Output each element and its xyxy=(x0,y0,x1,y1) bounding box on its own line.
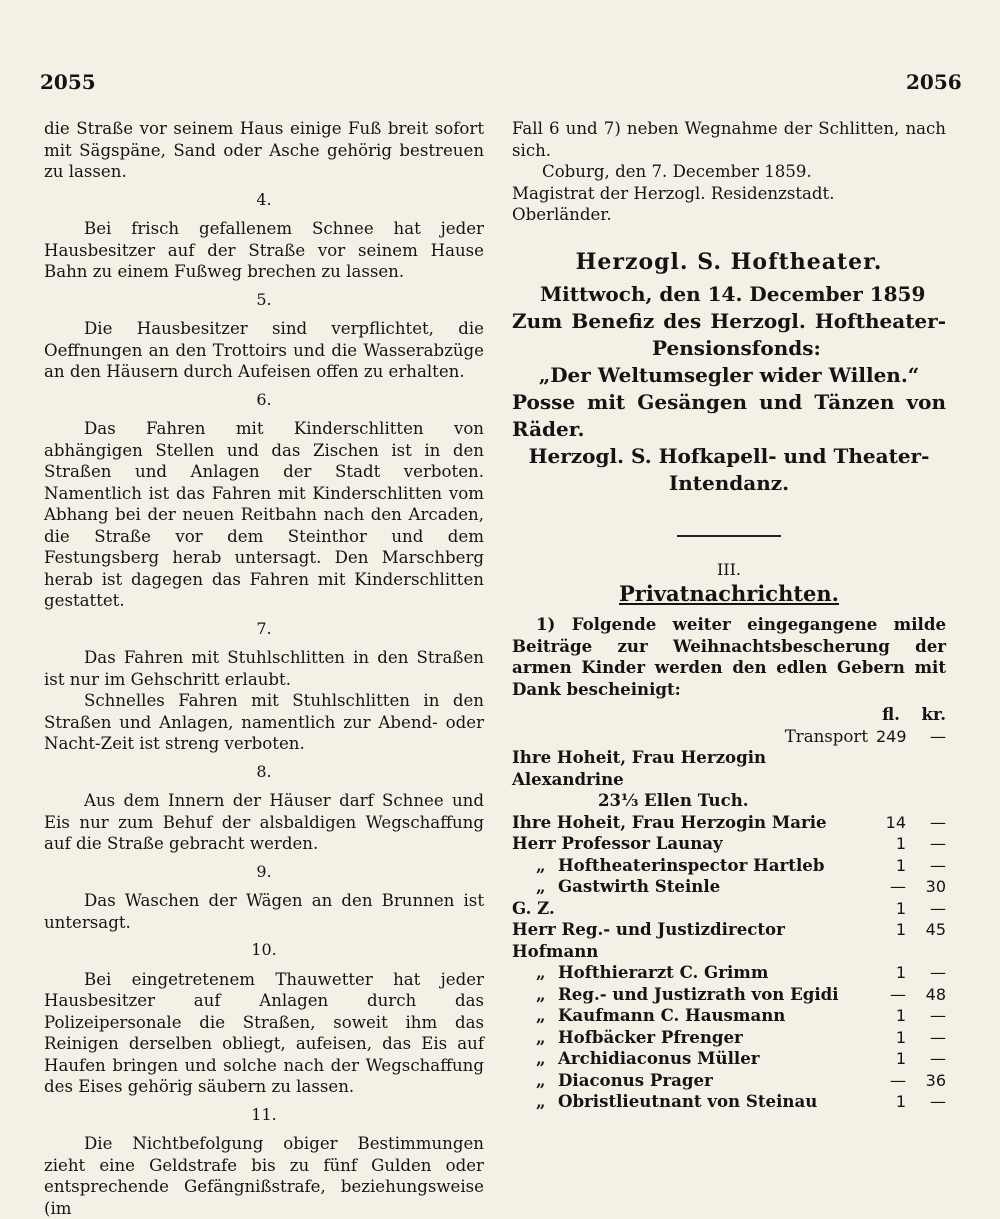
ditto-mark: „ xyxy=(536,1048,546,1068)
donation-intro: 1) Folgende weiter eingegangene milde Beiträge zur Weihnachtsbescherung der armen Kinder werden den edlen Gebern mit Dank bescheinigt: xyxy=(512,614,946,699)
amount-kreuzer: 45 xyxy=(925,920,946,939)
benefit-line: Zum Benefiz des Herzogl. Hoftheater-Pensionsfonds: xyxy=(512,309,946,360)
donor-name xyxy=(512,919,876,962)
donor-name xyxy=(512,1070,876,1092)
donor-name xyxy=(512,855,876,877)
play-title: „Der Weltumsegler wider Willen.“ xyxy=(538,363,920,387)
section-number-4: 4. xyxy=(256,189,272,209)
amount-florin: 1 xyxy=(895,1027,906,1047)
donor-name xyxy=(512,833,876,855)
donor-name-text: Hoftheaterinspector Hartleb xyxy=(558,854,825,875)
amount-florin: — xyxy=(890,877,906,896)
amount-kreuzer: — xyxy=(930,1092,946,1111)
paragraph-6: Das Fahren mit Kinderschlitten von abhängigen Stellen und das Zischen ist in den Straßen und Anlagen der Stadt verboten. Namentlich ist das Fahren mit Kinderschlitten vom Abhang bei der neuen Reitbahn nach den Arcaden, die Straße vor dem Steinthor und dem Festungsberg herab untersagt. Den Marschberg herab ist dagegen das Fahren mit Kinderschlitten gestattet. xyxy=(44,419,484,610)
donor-name xyxy=(512,962,876,984)
donor-name-text: Hofthierarzt C. Grimm xyxy=(558,962,769,982)
donor-name xyxy=(512,1091,876,1113)
page-number-left: 2055 xyxy=(40,70,96,94)
paragraph-7b: Schnelles Fahren mit Stuhlschlitten in den Straßen und Anlagen, namentlich zur Abend- oder Nacht-Zeit ist streng verboten. xyxy=(44,691,484,753)
amount-florin: 1 xyxy=(895,898,906,918)
donor-name xyxy=(512,1005,876,1027)
ditto-mark: „ xyxy=(536,1026,546,1047)
donation-row xyxy=(512,1027,946,1049)
amount-florin: 1 xyxy=(895,834,906,853)
donor-name-text: Kaufmann C. Hausmann xyxy=(558,1005,786,1025)
ditto-mark: „ xyxy=(536,962,546,982)
donor-name-text: G. Z. xyxy=(512,897,555,918)
donor-name xyxy=(512,812,876,834)
donation-row xyxy=(512,876,946,898)
donation-row xyxy=(512,1091,946,1113)
donation-row xyxy=(512,1070,946,1092)
donor-name-text: Obristlieutnant von Steinau xyxy=(558,1091,818,1111)
donor-name-text: Diaconus Prager xyxy=(558,1069,713,1090)
paragraph-continuation-right: Fall 6 und 7) neben Wegnahme der Schlitten, nach sich. xyxy=(512,119,946,160)
intendanz-line: Herzogl. S. Hofkapell- und Theater-Intendanz. xyxy=(528,444,930,495)
amount-florin: 249 xyxy=(876,726,907,746)
donation-row xyxy=(512,747,946,790)
amount-kreuzer: — xyxy=(930,1006,946,1025)
ditto-mark: „ xyxy=(536,1091,546,1111)
donor-name xyxy=(512,1048,876,1070)
donor-name-text: Gastwirth Steinle xyxy=(558,876,721,896)
amount-kreuzer: 36 xyxy=(925,1070,946,1090)
section-number-8: 8. xyxy=(256,761,272,781)
amount-kreuzer: — xyxy=(930,726,946,746)
section-number-6: 6. xyxy=(256,389,272,409)
paragraph-8: Aus dem Innern der Häuser darf Schnee und Eis nur zum Behuf der alsbaldigen Wegschaffung auf die Straße gebracht werden. xyxy=(44,791,484,853)
ditto-mark: „ xyxy=(536,876,546,896)
amount-florin: 1 xyxy=(895,1092,906,1111)
amount-florin: 14 xyxy=(885,812,906,832)
donation-list xyxy=(512,726,946,1113)
amount-florin: — xyxy=(890,1070,906,1090)
column-header-fl: fl. xyxy=(882,704,900,724)
amount-florin: 1 xyxy=(895,1049,906,1068)
amount-kreuzer: 48 xyxy=(925,984,946,1004)
donation-row xyxy=(512,726,946,748)
section-roman-number: III. xyxy=(716,560,742,579)
donation-row xyxy=(512,833,946,855)
donation-row xyxy=(512,855,946,877)
theater-heading: Herzogl. S. Hoftheater. xyxy=(575,248,883,275)
amount-florin: 1 xyxy=(895,920,906,939)
donor-name-text: Archidiaconus Müller xyxy=(558,1048,760,1068)
section-number-11: 11. xyxy=(251,1104,277,1124)
donor-name-text: Ihre Hoheit, Frau Herzogin Alexandrine xyxy=(512,747,767,789)
donor-name xyxy=(512,984,876,1006)
donation-row xyxy=(512,812,946,834)
amount-florin: — xyxy=(890,984,906,1004)
donor-name-text: Herr Reg.- und Justizdirector Hofmann xyxy=(512,919,785,961)
left-column xyxy=(44,118,484,1219)
donation-row xyxy=(512,790,946,812)
donor-name xyxy=(512,790,876,812)
amount-florin: 1 xyxy=(895,1006,906,1025)
donor-name-text: Herr Professor Launay xyxy=(512,833,723,853)
donor-name-text: 23⅓ Ellen Tuch. xyxy=(598,790,749,810)
amount-kreuzer: — xyxy=(930,812,946,832)
section-title: Privatnachrichten. xyxy=(618,580,839,606)
right-column xyxy=(512,118,946,1113)
column-header-kr: kr. xyxy=(921,704,946,724)
donation-row xyxy=(512,984,946,1006)
donor-name xyxy=(512,898,876,920)
donation-row xyxy=(512,1005,946,1027)
donation-row xyxy=(512,919,946,962)
signer-name: Oberländer. xyxy=(512,205,612,224)
ditto-mark: „ xyxy=(536,1005,546,1025)
amount-kreuzer: — xyxy=(930,855,946,875)
amount-kreuzer: — xyxy=(930,1027,946,1047)
section-divider xyxy=(677,535,781,537)
ditto-mark: „ xyxy=(536,1069,546,1090)
magistrat-signature: Magistrat der Herzogl. Residenzstadt. xyxy=(512,183,835,203)
section-number-5: 5. xyxy=(256,289,272,309)
amount-kreuzer: — xyxy=(930,834,946,853)
donor-name-text: Hofbäcker Pfrenger xyxy=(558,1026,743,1047)
amount-kreuzer: — xyxy=(930,898,946,918)
paragraph-11: Die Nichtbefolgung obiger Bestimmungen zieht eine Geldstrafe bis zu fünf Gulden oder entsprechende Gefängnißstrafe, beziehungsweise (im xyxy=(44,1134,484,1218)
donor-name-text: Reg.- und Justizrath von Egidi xyxy=(558,983,839,1004)
donation-row xyxy=(512,962,946,984)
section-number-9: 9. xyxy=(256,861,272,881)
amount-kreuzer: — xyxy=(930,963,946,982)
amount-florin: 1 xyxy=(895,855,906,875)
donor-name xyxy=(512,1027,876,1049)
amount-kreuzer: — xyxy=(930,1049,946,1068)
donor-name xyxy=(512,747,876,790)
section-number-7: 7. xyxy=(256,618,272,638)
ditto-mark: „ xyxy=(536,854,546,875)
dateline: Coburg, den 7. December 1859. xyxy=(542,162,812,181)
donor-name xyxy=(512,726,876,748)
donor-name xyxy=(512,876,876,898)
paragraph-7a: Das Fahren mit Stuhlschlitten in den Straßen ist nur im Gehschritt erlaubt. xyxy=(44,648,484,689)
donor-name-text: Transport xyxy=(784,726,868,746)
donation-row xyxy=(512,1048,946,1070)
ditto-mark: „ xyxy=(536,983,546,1004)
donation-row xyxy=(512,898,946,920)
paragraph-10: Bei eingetretenem Thauwetter hat jeder Hausbesitzer auf Anlagen durch das Polizeipersonale die Straßen, soweit ihm das Reinigen derselben obliegt, aufeisen, das Eis auf Haufen bringen und solche nach der Wegschaffung des Eises gehörig säubern zu lassen. xyxy=(44,969,484,1096)
paragraph-9: Das Waschen der Wägen an den Brunnen ist untersagt. xyxy=(44,891,484,932)
play-genre: Posse mit Gesängen und Tänzen von Räder. xyxy=(512,390,946,441)
paragraph-continuation: die Straße vor seinem Haus einige Fuß breit sofort mit Sägspäne, Sand oder Asche gehörig bestreuen zu lassen. xyxy=(44,119,484,181)
amount-kreuzer: 30 xyxy=(925,877,946,896)
section-number-10: 10. xyxy=(251,940,277,959)
amount-florin: 1 xyxy=(895,963,906,982)
page-number-right: 2056 xyxy=(906,70,962,94)
donation-column-headers xyxy=(512,704,946,726)
paragraph-4: Bei frisch gefallenem Schnee hat jeder Hausbesitzer auf der Straße vor seinem Hause Bahn zu einem Fußweg brechen zu lassen. xyxy=(44,219,484,281)
donor-name-text: Ihre Hoheit, Frau Herzogin Marie xyxy=(512,811,827,832)
play-date: Mittwoch, den 14. December 1859 xyxy=(540,282,926,306)
paragraph-5: Die Hausbesitzer sind verpflichtet, die Oeffnungen an den Trottoirs und die Wasserabzüge an den Häusern durch Aufeisen offen zu erhalten. xyxy=(44,319,484,381)
